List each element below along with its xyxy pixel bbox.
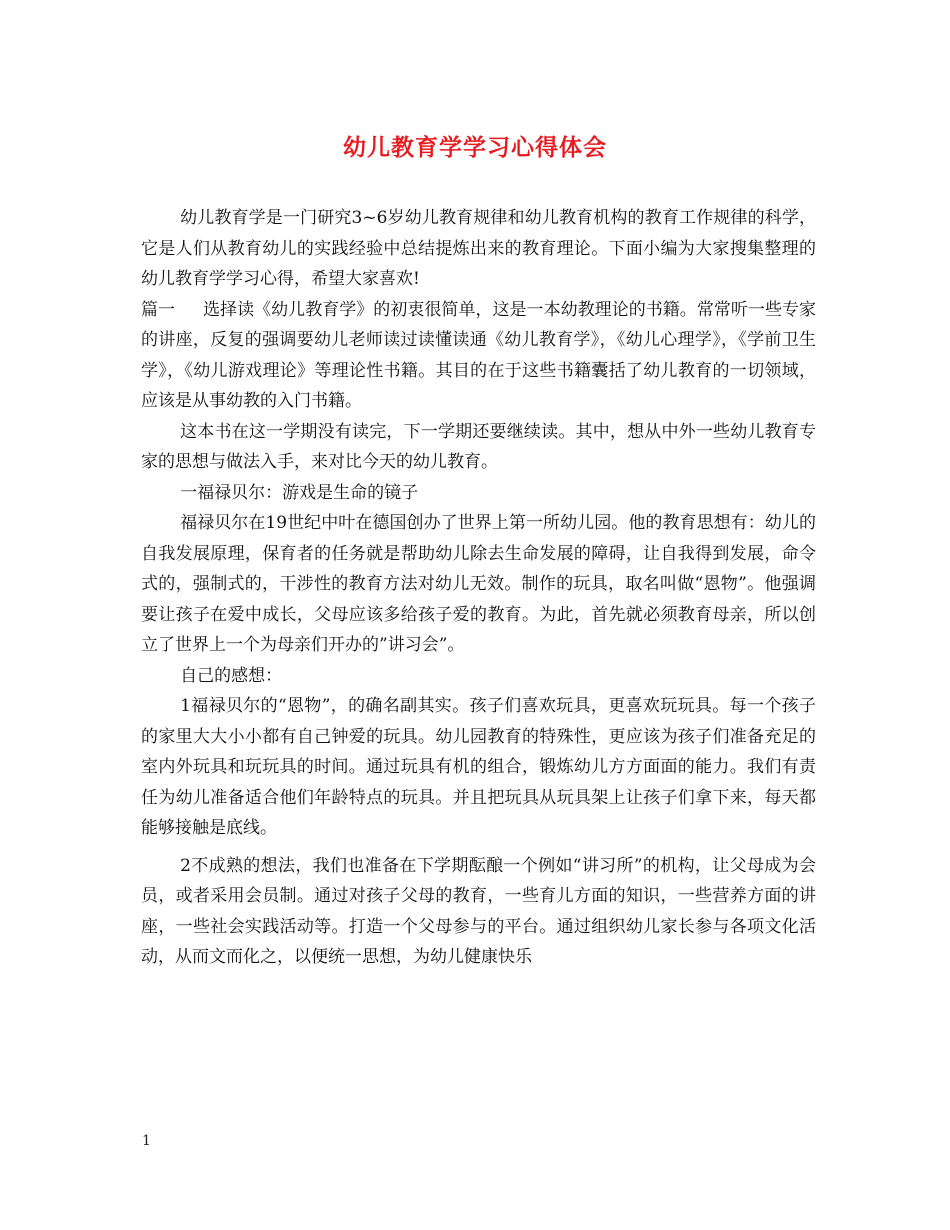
- section-one-paragraph: [141, 295, 816, 417]
- intro-paragraph: 幼儿教育学是一门研究3~6岁幼儿教育规律和幼儿教育机构的教育工作规律的科学，它是人们从教育幼儿的实践经验中总结提炼出来的教育理论。下面小编为大家搜集整理的幼儿教育学学习心得，希望大家喜欢!: [141, 208, 816, 289]
- section-label: 篇一: [141, 299, 175, 320]
- section-one-text: 选择读《幼儿教育学》的初衷很简单，这是一本幼教理论的书籍。常常听一些专家的讲座，反复的强调要幼儿老师读过读懂读通《幼儿教育学》，《幼儿心理学》，《学前卫生学》，《幼儿游戏理论》等理论性书籍。其目的在于这些书籍囊括了幼儿教育的一切领域，应该是从事幼教的入门书籍。: [141, 299, 816, 411]
- froebel-paragraph: 福禄贝尔在19世纪中叶在德国创办了世界上第一所幼儿园。他的教育思想有：幼儿的自我发展原理，保育者的任务就是帮助幼儿除去生命发展的障碍，让自我得到发展，命令式的，强制式的，干涉性的教育方法对幼儿无效。制作的玩具，取名叫做“恩物”。他强调要让孩子在爱中成长，父母应该多给孩子爱的教育。为此，首先就必须教育母亲，所以创立了世界上一个为母亲们开办的”讲习会”。: [141, 513, 816, 655]
- document-body: [141, 203, 816, 973]
- reflection-point-two: 2不成熟的想法，我们也准备在下学期酝酿一个例如“讲习所”的机构，让父母成为会员，或者采用会员制。通过对孩子父母的教育，一些育儿方面的知识，一些营养方面的讲座，一些社会实践活动等。打造一个父母参与的平台。通过组织幼儿家长参与各项文化活动，从而文而化之，以便统一思想，为幼儿健康快乐: [141, 855, 816, 967]
- page-number: 1: [142, 1133, 151, 1149]
- document-title: 幼儿教育学学习心得体会: [343, 134, 607, 161]
- reflection-heading: 自己的感想：: [180, 665, 283, 686]
- reflection-point-one: 1福禄贝尔的“恩物”，的确名副其实。孩子们喜欢玩具，更喜欢玩玩具。每一个孩子的家里大大小小都有自己钟爱的玩具。幼儿园教育的特殊性，更应该为孩子们准备充足的室内外玩具和玩玩具的时间。通过玩具有机的组合，锻炼幼儿方方面面的能力。我们有责任为幼儿准备适合他们年龄特点的玩具。并且把玩具从玩具架上让孩子们拿下来，每天都能够接触是底线。: [141, 696, 816, 838]
- paragraph-reading-plan: 这本书在这一学期没有读完，下一学期还要继续读。其中，想从中外一些幼儿教育专家的思想与做法入手，来对比今天的幼儿教育。: [141, 421, 816, 472]
- froebel-heading: 一福禄贝尔：游戏是生命的镜子: [180, 482, 419, 503]
